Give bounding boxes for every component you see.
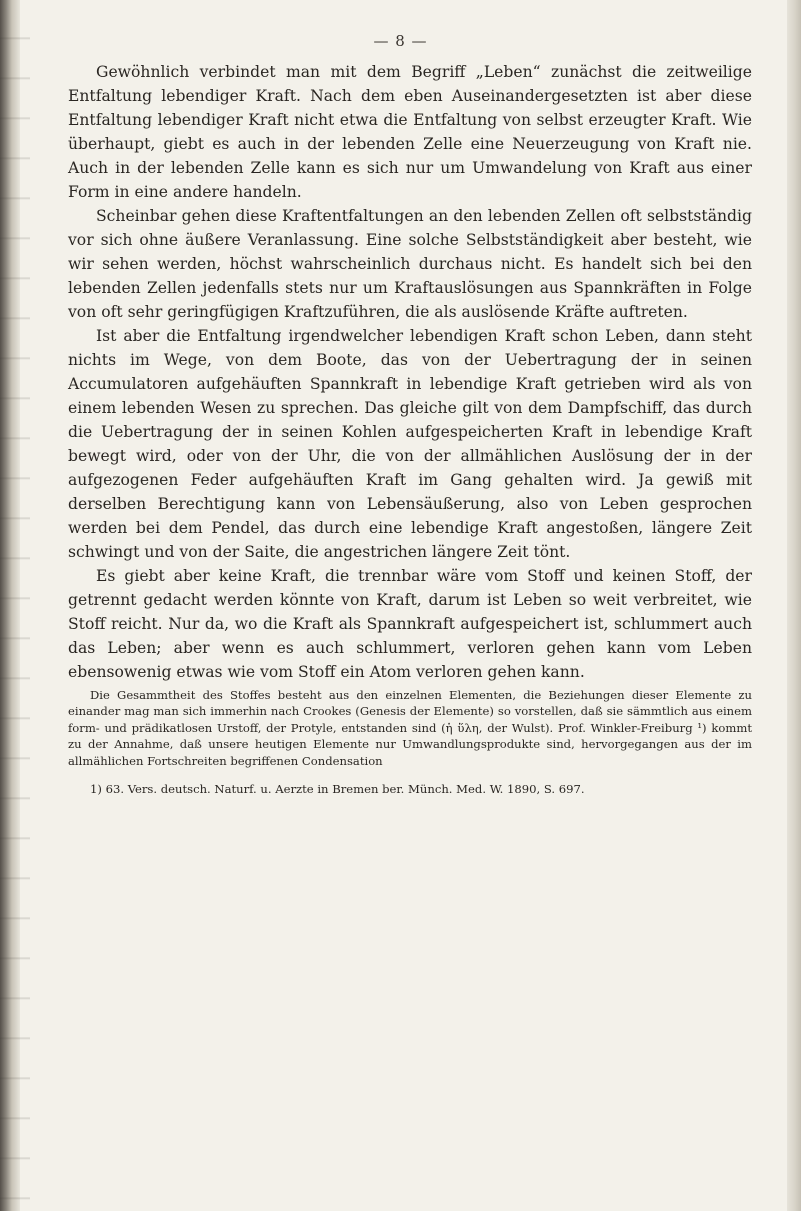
binding-shadow [0, 0, 30, 1211]
page-right-edge [787, 0, 801, 1211]
paragraph-1: Gewöhnlich verbindet man mit dem Begriff „Leben“ zunächst die zeitweilige Entfaltung lebendiger Kraft. Nach dem eben Auseinandergesetzten ist aber diese Entfaltung lebendiger Kraft nicht etwa die Entfaltung von selbst erzeugter Kraft. Wie überhaupt, giebt es auch in der lebenden Zelle eine Neuerzeugung von Kraft nie. Auch in der lebenden Zelle kann es sich nur um Umwandelung von Kraft aus einer Form in eine andere handeln. [68, 63, 752, 201]
footnote: 1) 63. Vers. deutsch. Naturf. u. Aerzte in Bremen ber. Münch. Med. W. 1890, S. 697. [90, 781, 585, 796]
small-print-paragraph: Die Gesammtheit des Stoffes besteht aus den einzelnen Elementen, die Beziehungen dieser Elemente zu einander mag man sich immerhin nach Crookes (Genesis der Elemente) so vorstellen, daß sie sämmtlich aus einem form- und prädikatlosen Urstoff, der Protyle, entstanden sind (ἡ ὕλη, der Wulst). Prof. Winkler-Freiburg ¹) kommt zu der Annahme, daß unsere heutigen Elemente nur Umwandlungsprodukte sind, hervorgegangen aus der im allmählichen Fortschreiten begriffenen Condensation [68, 688, 752, 768]
paragraph-4: Es giebt aber keine Kraft, die trennbar wäre vom Stoff und keinen Stoff, der getrennt gedacht werden könnte von Kraft, darum ist Leben so weit verbreitet, wie Stoff reicht. Nur da, wo die Kraft als Spannkraft aufgespeichert ist, schlummert auch das Leben; aber wenn es auch schlummert, verloren gehen kann vom Leben ebensowenig etwas wie vom Stoff ein Atom verloren gehen kann. [68, 567, 752, 681]
paragraph-3: Ist aber die Entfaltung irgendwelcher lebendigen Kraft schon Leben, dann steht nichts im Wege, von dem Boote, das von der Uebertragung der in seinen Accumulatoren aufgehäuften Spannkraft in lebendige Kraft getrieben wird als von einem lebenden Wesen zu sprechen. Das gleiche gilt von dem Dampfschiff, das durch die Uebertragung der in seinen Kohlen aufgespeicherten Kraft in lebendige Kraft bewegt wird, oder von der Uhr, die von der allmählichen Auslösung der in der aufgezogenen Feder aufgehäuften Kraft im Gang gehalten wird. Ja gewiß mit derselben Berechtigung kann von Lebensäußerung, also von Leben gesprochen werden bei dem Pendel, das durch eine lebendige Kraft angestoßen, längere Zeit schwingt und von der Saite, die angestrichen längere Zeit tönt. [68, 327, 752, 561]
page-number: — 8 — [373, 32, 428, 50]
body-text [68, 60, 752, 809]
paragraph-2: Scheinbar gehen diese Kraftentfaltungen an den lebenden Zellen oft selbstständig vor sich ohne äußere Veranlassung. Eine solche Selbstständigkeit aber besteht, wie wir sehen werden, höchst wahrscheinlich durchaus nicht. Es handelt sich bei den lebenden Zellen jedenfalls stets nur um Kraftauslösungen aus Spannkräften in Folge von oft sehr geringfügigen Kraftzuführen, die als auslösende Kräfte auftreten. [68, 207, 752, 321]
